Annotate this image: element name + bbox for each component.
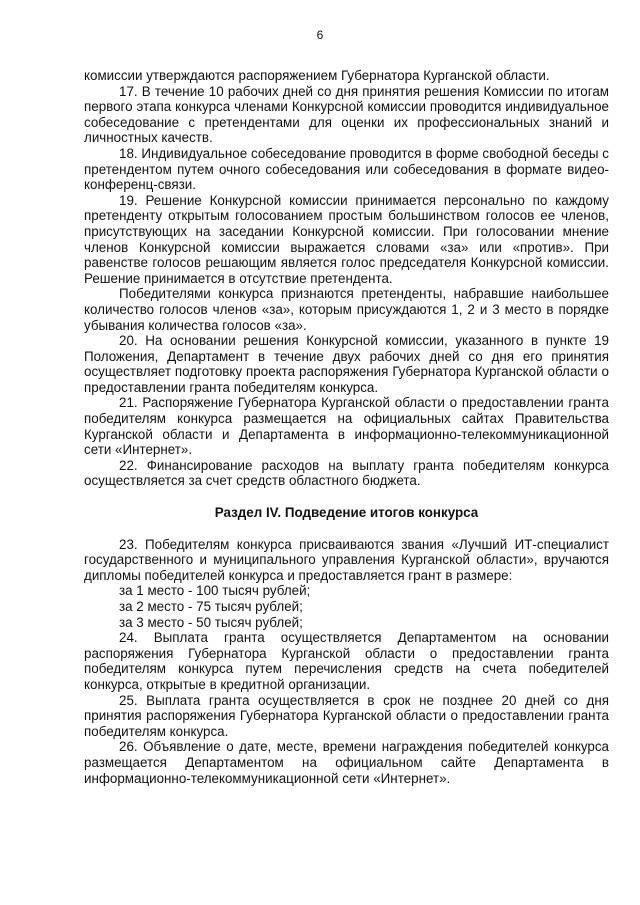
prize-first-place: за 1 место - 100 тысяч рублей; [119, 583, 311, 599]
paragraph-18: 18. Индивидуальное собеседование проводится в форме свободной беседы с претендентом путем очного собеседования или собеседования в формате видео-конференц-связи. [84, 145, 609, 193]
section-title: Раздел IV. Подведение итогов конкурса [214, 505, 479, 521]
paragraph-25: 25. Выплата гранта осуществляется в срок не позднее 20 дней со дня принятия распоряжения Губернатора Курганской области о предоставлении гранта победителям конкурса. [84, 692, 609, 739]
paragraph-21: 21. Распоряжение Губернатора Курганской области о предоставлении гранта победителям конкурса размещается на официальных сайтах Правительства Курганской области и Департамента в информационно-телекоммуникационной сети «Интернет». [84, 395, 609, 458]
paragraph-winners: Победителями конкурса признаются претенденты, набравшие наибольшее количество голосов членов «за», которым присуждаются 1, 2 и 3 место в порядке убывания количества голосов «за». [84, 286, 609, 333]
paragraph-continuation: комиссии утверждаются распоряжением Губернатора Курганской области. [84, 68, 550, 83]
page-number: 6 [316, 28, 324, 42]
paragraph-23: 23. Победителям конкурса присваиваются звания «Лучший ИТ-специалист государственного и муниципального управления Курганской области», вручаются дипломы победителей конкурса и предоставляется грант в размере: [84, 536, 609, 583]
paragraph-24: 24. Выплата гранта осуществляется Департаментом на основании распоряжения Губернатора Курганской области о предоставлении гранта победителям конкурса путем перечисления средств на счета победителей конкурса, открытые в кредитной организации. [84, 630, 609, 692]
prize-third-place: за 3 место - 50 тысяч рублей; [119, 614, 303, 630]
document-body [84, 68, 609, 786]
paragraph-26: 26. Объявление о дате, месте, времени награждения победителей конкурса размещается Департаментом на официальном сайте Департамента в информационно-телекоммуникационной сети «Интернет». [84, 739, 609, 786]
paragraph-22: 22. Финансирование расходов на выплату гранта победителям конкурса осуществляется за счет средств областного бюджета. [84, 457, 609, 489]
paragraph-19: 19. Решение Конкурсной комиссии принимается персонально по каждому претенденту открытым голосованием простым большинством голосов ее членов, присутствующих на заседании Конкурсной комиссии. При голосовании мнение членов Конкурсной комиссии выражается словами «за» или «против». При равенстве голосов решающим является голос председателя Конкурсной комиссии. Решение принимается в отсутствие претендента. [84, 192, 609, 286]
paragraph-20: 20. На основании решения Конкурсной комиссии, указанного в пункте 19 Положения, Департамент в течение двух рабочих дней со дня его принятия осуществляет подготовку проекта распоряжения Губернатора Курганской области о предоставлении гранта победителям конкурса. [84, 333, 609, 395]
prize-second-place: за 2 место - 75 тысяч рублей; [119, 599, 303, 614]
paragraph-17: 17. В течение 10 рабочих дней со дня принятия решения Комиссии по итогам первого этапа конкурса членами Конкурсной комиссии проводится индивидуальное собеседование с претендентами для оценки их профессиональных знаний и личностных качеств. [84, 83, 609, 146]
